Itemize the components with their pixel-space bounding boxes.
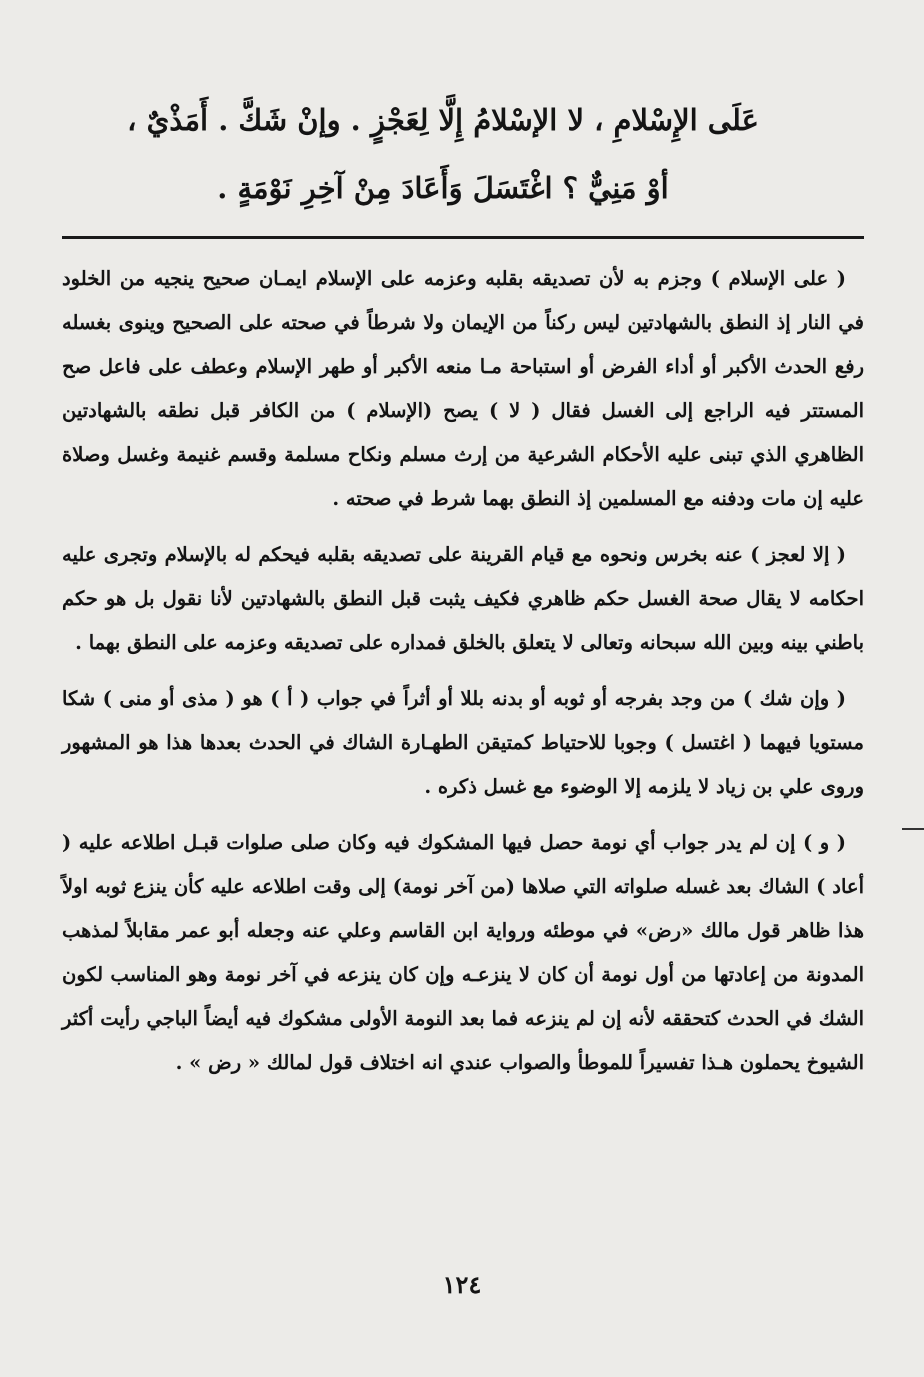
- page-number: ١٢٤: [442, 1270, 482, 1299]
- matn-line-1: عَلَى الإِسْلامِ ، لا الإسْلامُ إِلَّا لِعَجْزٍ . وإنْ شَكَّ . أَمَذْيٌ ،: [127, 103, 759, 137]
- margin-mark: [902, 828, 924, 830]
- commentary-paragraph: ( إلا لعجز ) عنه بخرس ونحوه مع قيام القرينة على تصديقه بقلبه فيحكم له بالإسلام وتجرى عليه احكامه لا يقال صحة الغسل حكم ظاهري فكيف يثبت قبل النطق بالشهادتين لأنا نقول بل هو حكم باطني بينه وبين الله سبحانه وتعالى لا يتعلق بالخلق فمداره على تصديقه وعزمه على النطق بهما .: [62, 543, 864, 654]
- matn-line-2: أوْ مَنِيٌّ ؟ اغْتَسَلَ وَأَعَادَ مِنْ آخِرِ نَوْمَةٍ .: [217, 171, 669, 205]
- matn-text: [62, 86, 864, 222]
- separator-rule: [62, 236, 864, 239]
- commentary-paragraph: ( وإن شك ) من وجد بفرجه أو ثوبه أو بدنه بللا أو أثراً في جواب ( أ ) هو ( مذى أو منى ) شكا مستويا فيهما ( اغتسل ) وجوبا للاحتياط كمتيقن الطهـارة الشاك في الحدث بعدها هذا هو المشهور وروى علي بن زياد لا يلزمه إلا الوضوء مع غسل ذكره .: [62, 687, 864, 798]
- commentary-paragraph: ( على الإسلام ) وجزم به لأن تصديقه بقلبه وعزمه على الإسلام ايمـان صحيح ينجيه من الخلود في النار إذ النطق بالشهادتين ليس ركناً من الإيمان ولا شرطاً في صحته على الصحيح وينوى بغسله رفع الحدث الأكبر أو أداء الفرض أو استباحة مـا منعه الأكبر أو طهر الإسلام وعطف على فاعل صح المستتر فيه الراجع إلى الغسل فقال ( لا ) يصح (الإسلام ) من الكافر قبل نطقه بالشهادتين الظاهري الذي تبنى عليه الأحكام الشرعية من إرث مسلم ونكاح مسلمة وقسم غنيمة وغسل وصلاة عليه إن مات ودفنه مع المسلمين إذ النطق بهما شرط في صحته .: [62, 267, 864, 510]
- commentary-text: [62, 257, 864, 1085]
- commentary-paragraph: ( و ) إن لم يدر جواب أي نومة حصل فيها المشكوك فيه وكان صلى صلوات قبـل اطلاعه عليه ( أعاد ) الشاك بعد غسله صلواته التي صلاها (من آخر نومة) إلى وقت اطلاعه عليه كأن ينزع ثوبه اولاً هذا ظاهر قول مالك «رض» في موطئه ورواية ابن القاسم وعلي عنه وجعله أبو عمر مقابلاً لمذهب المدونة من إعادتها من أول نومة أن كان لا ينزعـه وإن كان ينزعه في آخر نومة وهو المناسب لكون الشك في الحدث كتحققه لأنه إن لم ينزعه فما بعد النومة الأولى مشكوك فيه أيضاً الباجي رأيت أكثر الشيوخ يحملون هـذا تفسيراً للموطأ والصواب عندي انه اختلاف قول لمالك « رض » .: [62, 831, 864, 1074]
